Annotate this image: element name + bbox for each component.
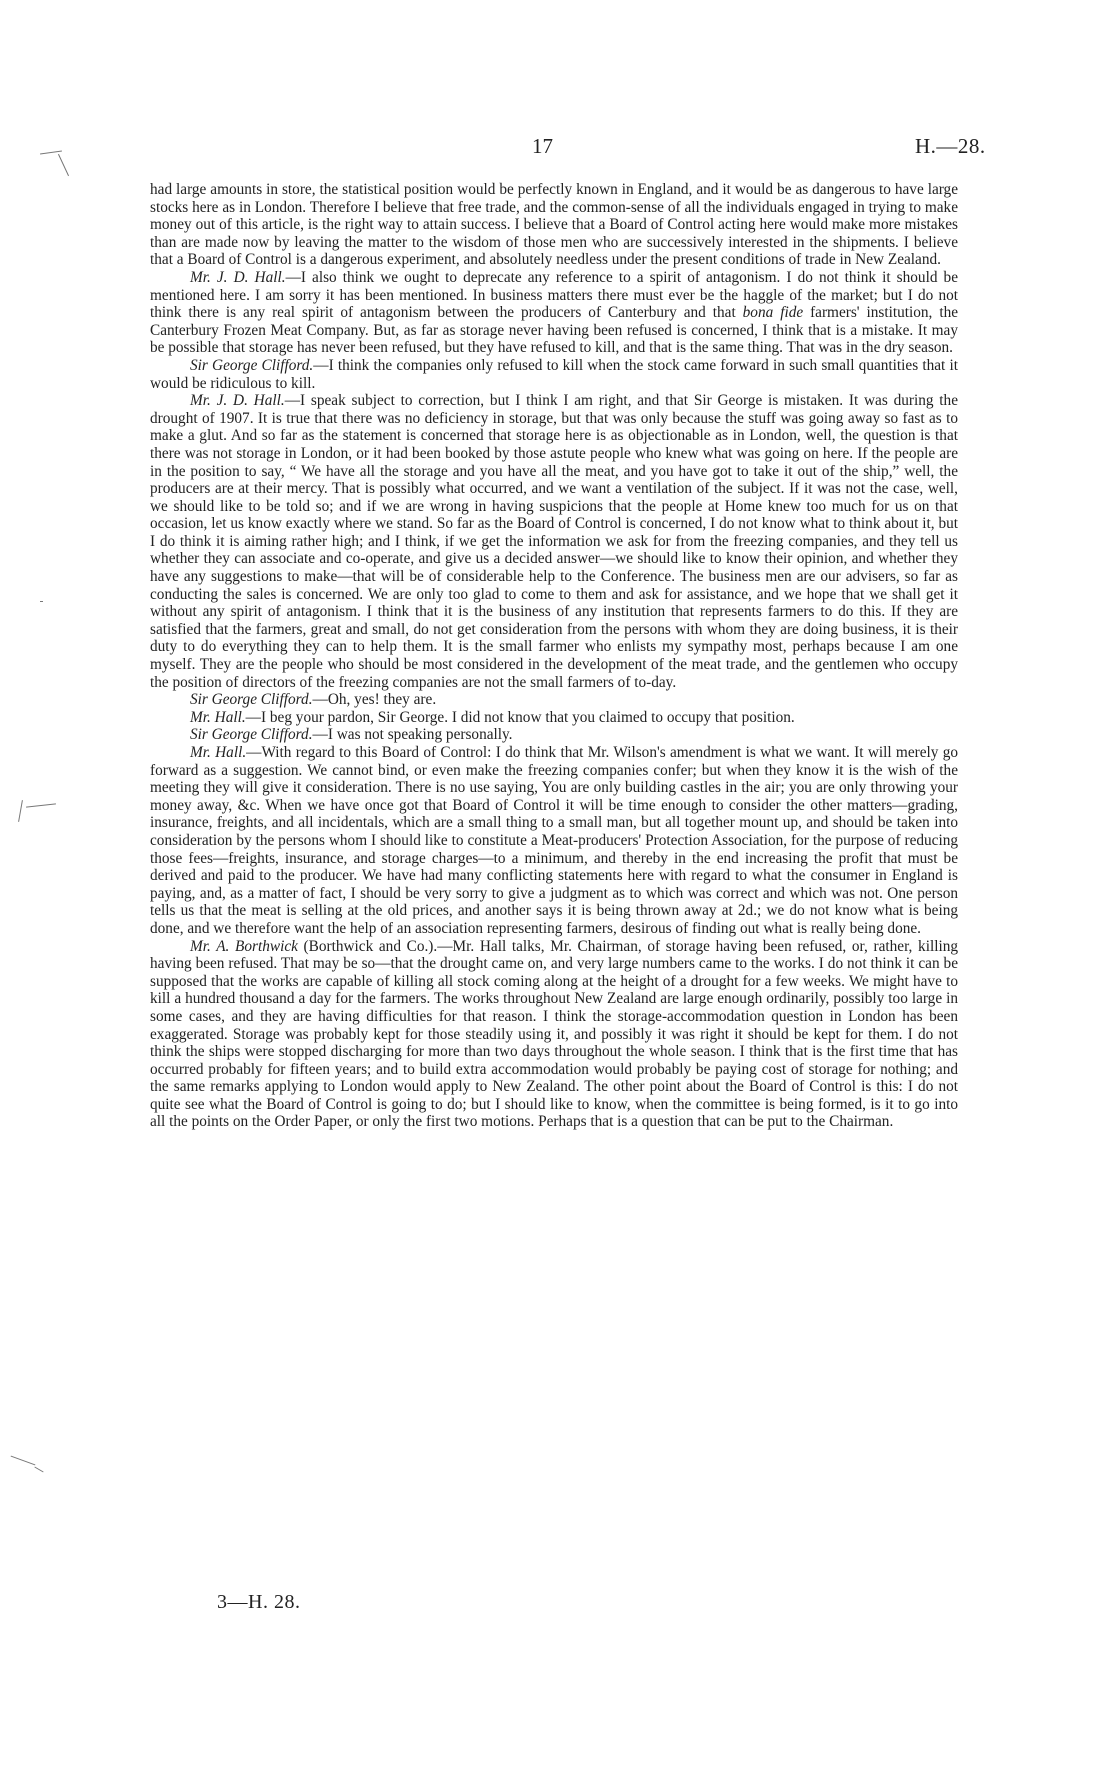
margin-mark — [18, 800, 23, 822]
paragraph: Mr. Hall.—With regard to this Board of Control: I do think that Mr. Wilson's amendment is what we want. It will merely go forward as a suggestion. We cannot bind, or even make the freezing companies confer; but when they know it is the wish of the meeting they will give it consideration. There is no use saying, You are only building castles in the air; you are only throwing your money away, &c. When we have once got that Board of Control it will be time enough to consider the other matters—grading, insurance, freights, and all incidentals, which are a small thing to a small man, but all together mount up, and should be taken into consideration by the persons whom I should like to constitute a Meat-producers' Protection Association, for the purpose of reducing those fees—freights, insurance, and storage charges—to a minimum, and thereby in the end increasing the profit that must be derived and paid to the producer. We have had many conflicting statements here with regard to what the consumer in England is paying, and, as a matter of fact, I should be very sorry to give a judgment as to which was correct and which was not. One person tells us that the meat is selling at the old prices, and another says it is being thrown away at 2d.; we do not know what is being done, and we therefore want the help of an association representing farmers, desirous of finding out what is really being done. — [150, 744, 958, 937]
margin-mark — [11, 1456, 36, 1466]
speaker-name: Mr. Hall. — [190, 744, 247, 761]
paragraph: Mr. J. D. Hall.—I speak subject to correction, but I think I am right, and that Sir George is mistaken. It was during the drought of 1907. It is true that there was no deficiency in storage, but that was only because the stuff was going away so fast as to make a glut. And so far as the statement is concerned that storage here is as objectionable as in London, well, the question is that there was not storage in London, or it had been booked by those astute people who knew what was going on here. If the people are in the position to say, “ We have all the storage and you have all the meat, and you have got to take it out of the ship,” well, the producers are at their mercy. That is possibly what occurred, and we want a ventilation of the subject. If it was not the case, well, we should like to be told so; and if we are wrong in having suspicions that the people at Home knew too much for us on that occasion, let us know exactly where we stand. So far as the Board of Control is concerned, I do not know what to think about it, but I do think it is aiming rather high; and I think, if we get the information we ask for from the freezing companies, and they tell us whether they can associate and co-operate, and give us a decided answer—we should like to know their opinion, and whether they have any suggestions to make—that will be of considerable help to the Conference. The business men are our advisers, so far as conducting the sales is concerned. We are only too glad to come to them and ask for assistance, and we hope that we shall get it without any spirit of antagonism. I think that it is the business of any institution that represents farmers to do this. If they are satisfied that the farmers, great and small, do not get consideration from the persons with whom they are doing business, it is their duty to do everything they can to help them. It is the small farmer who enlists my sympathy most, perhaps because I am one myself. They are the people who should be most considered in the development of the meat trade, and the gentlemen who occupy the position of directors of the freezing companies are not the small farmers of to-day. — [150, 392, 958, 691]
paragraph: Mr. Hall.—I beg your pardon, Sir George. I did not know that you claimed to occupy that position. — [190, 708, 795, 726]
speaker-name: Mr. J. D. Hall. — [190, 392, 285, 410]
speaker-name: Mr. A. Borthwick — [190, 937, 298, 955]
speaker-name: Sir George Clifford. — [190, 726, 313, 744]
speaker-name: Mr. J. D. Hall. — [190, 268, 286, 286]
margin-mark — [34, 1467, 43, 1473]
emphasis: bona fide — [742, 304, 804, 322]
paragraph: Mr. J. D. Hall.—I also think we ought to deprecate any reference to a spirit of antagonism. I do not think it should be mentioned here. I am sorry it has been mentioned. In business matters there must ever be the haggle of the market; but I do not think there is any real spirit of antagonism between the producers of Canterbury and that bona fide farmers' institution, the Canterbury Frozen Meat Company. But, as far as storage never having been refused is concerned, I think that is a mistake. It may be possible that storage has never been refused, but they have refused to kill, and that is the same thing. That was in the dry season. — [150, 268, 959, 357]
speaker-name: Sir George Clifford. — [190, 356, 314, 374]
paragraph: had large amounts in store, the statistical position would be perfectly known in England, and it would be as dangerous to have large stocks here as in London. Therefore I believe that free trade, and the common-sense of all the individuals engaged in trying to make money out of this article, is the right way to attain success. I believe that a Board of Control acting here would make more mistakes than are made now by leaving the matter to the wisdom of those men who are successively interested in the shipments. I believe that a Board of Control is a dangerous experiment, and absolutely needless under the present conditions of trade in New Zealand. — [150, 181, 958, 269]
speaker-name: Mr. Hall. — [190, 708, 246, 726]
signature-mark: 3—H. 28. — [217, 1591, 301, 1613]
speaker-name: Sir George Clifford. — [190, 691, 313, 709]
margin-mark — [40, 601, 43, 602]
margin-mark — [58, 154, 69, 176]
paragraph: Sir George Clifford.—Oh, yes! they are. — [190, 691, 437, 709]
body-text — [150, 181, 958, 1131]
document-reference: H.—28. — [915, 134, 986, 158]
paragraph: Sir George Clifford.—I was not speaking personally. — [190, 726, 513, 744]
paragraph: Sir George Clifford.—I think the companies only refused to kill when the stock came forward in such small quantities that it would be ridiculous to kill. — [150, 356, 958, 392]
page-number: 17 — [532, 134, 553, 158]
paragraph: Mr. A. Borthwick (Borthwick and Co.).—Mr. Hall talks, Mr. Chairman, of storage having been refused, or, rather, killing having been refused. That may be so—that the drought came on, and very large numbers came to the works. I do not think it can be supposed that the works are capable of killing all stock coming along at the height of a drought for a few weeks. We might have to kill a hundred thousand a day for the farmers. The works throughout New Zealand are large enough ordinarily, possibly too large in some cases, and they are having difficulties for that reason. I think the storage-accommodation question in London has been exaggerated. Storage was probably kept for those steadily using it, and possibly it was right it should be kept for them. I do not think the ships were stopped discharging for more than two days throughout the whole season. I think that is the first time that has occurred probably for fifteen years; and to build extra accommodation would probably be paying cost of storage for nothing; and the same remarks applying to London would apply to New Zealand. The other point about the Board of Control is this: I do not quite see what the Board of Control is going to do; but I should like to know, when the committee is being formed, is it to go into all the points on the Order Paper, or only the first two motions. Perhaps that is a question that can be put to the Chairman. — [150, 937, 958, 1131]
margin-mark — [26, 803, 56, 807]
